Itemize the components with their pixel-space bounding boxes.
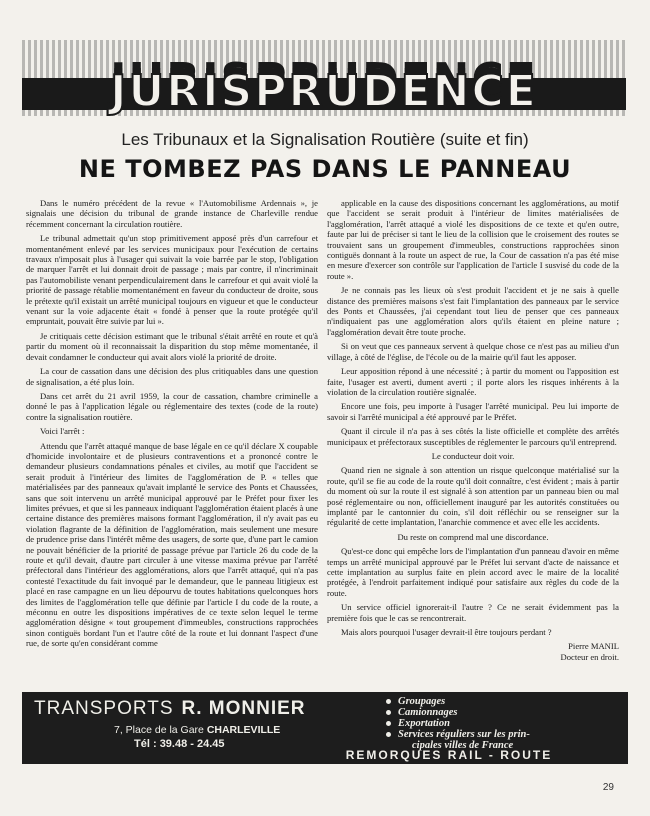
ad-tagline: REMORQUES RAIL - ROUTE bbox=[345, 748, 553, 762]
ad-phone-label: Tél : bbox=[134, 738, 157, 750]
paragraph: Quant il circule il n'a pas à ses côtés la liste officielle et complète des arrêtés municipaux et préfectoraux susceptibles de réglementer le parcours qu'il entreprend. bbox=[327, 426, 619, 447]
article-headline: NE TOMBEZ PAS DANS LE PANNEAU bbox=[78, 155, 572, 183]
ad-address bbox=[114, 724, 364, 736]
ad-service-item: Groupages bbox=[384, 696, 624, 707]
paragraph: applicable en la cause des dispositions concernant les agglomérations, au motif que l'accident se serait produit à l'intérieur de limites matérialisées de l'agglomération, l'arrêt attaqué a violé les dispositions de ce texte et qu'en outre, faute par lui de préciser si tant le lieu de la collision que le croisement des routes se trouvaient sans un groupement d'immeubles, constructions rapprochées sinon contiguës donnant à la route un aspect de rue, la Cour de cassation n'a pas été mise en mesure d'exercer son contrôle sur l'application de l'article I susvisé du code de la route ». bbox=[327, 198, 619, 281]
ad-company bbox=[34, 698, 394, 720]
paragraph: Dans le numéro précédent de la revue « l'Automobilisme Ardennais », je signalais une décision du tribunal de grande instance de Charleville rendue récemment concernant la circulation routière. bbox=[26, 198, 318, 229]
paragraph: La cour de cassation dans une décision des plus critiquables dans une question de signalisation, a été plus loin. bbox=[26, 366, 318, 387]
paragraph: Voici l'arrêt : bbox=[40, 426, 85, 437]
paragraph: Encore une fois, peu importe à l'usager l'arrêté municipal. Peu lui importe de savoir si l'arrêté municipal a été approuvé par le Préfet. bbox=[327, 401, 619, 422]
ad-service-continuation: cipales villes de France bbox=[412, 740, 514, 751]
transport-advertisement bbox=[22, 692, 628, 764]
ad-service-item: Services réguliers sur les prin- bbox=[384, 729, 624, 740]
author-name: Pierre MANIL bbox=[568, 641, 619, 652]
ad-address-city: CHARLEVILLE bbox=[206, 724, 281, 736]
ad-service-item: Camionnages bbox=[384, 707, 624, 718]
paragraph: Le conducteur doit voir. bbox=[431, 450, 515, 461]
bullet-icon bbox=[386, 699, 391, 704]
paragraph: Leur apposition répond à une nécessité ; à partir du moment ou l'apposition est faite, l'usager est averti, dument averti ; il porte alors les risques inhérents à la violation de la circulation routière signalée. bbox=[327, 366, 619, 397]
article-column-left bbox=[26, 198, 318, 690]
banner-title: JURISPRUDENCE bbox=[110, 66, 538, 116]
author-title: Docteur en droit. bbox=[560, 651, 619, 662]
paragraph: Un service officiel ignorerait-il l'autre ? Ce ne serait évidemment pas la première fois que le cas se rencontrerait. bbox=[327, 602, 619, 623]
page-number: 29 bbox=[602, 782, 614, 793]
paragraph: Dans cet arrêt du 21 avril 1959, la cour de cassation, chambre criminelle a donné le pas à l'application légale ou réglementaire des textes (code de la route) contre la signalisation routière. bbox=[26, 390, 318, 422]
paragraph: Mais alors pourquoi l'usager devrait-il être toujours perdant ? bbox=[341, 627, 552, 638]
article-subtitle: Les Tribunaux et la Signalisation Routière (suite et fin) bbox=[121, 130, 529, 149]
ad-service-item: Exportation bbox=[384, 718, 624, 729]
paragraph: Si on veut que ces panneaux servent à quelque chose ce n'est pas au milieu d'un village, à côté de l'église, de l'école ou de la mairie qu'il faut les apposer. bbox=[327, 341, 619, 362]
paragraph: Qu'est-ce donc qui empêche lors de l'implantation d'un panneau d'avoir en même temps un arrêté municipal approuvé par le Préfet lui servant d'acte de naissance et cette implantation au surplus faite en plein accord avec le maire de la localité protégée, à l'endroit parfaitement indiqué pour satisfaire aux règles du code de la route. bbox=[327, 546, 619, 598]
bullet-icon bbox=[386, 721, 391, 726]
paragraph: Quand rien ne signale à son attention un risque quelconque matérialisé sur la route, qu'il se fie au code de la route qu'il doit connaître, c'est évident ; mais à partir du moment où sur la route il est signalé à son attention par un panneau bien ou mal posé réglementaire ou non, officiellement inauguré par les autorités constituées ou implanté par le cantonnier du coin, s'il doit réfléchir ou se renseigner sur la régularité de cette implantation, l'anarchie commence et avec elle les accidents. bbox=[327, 465, 619, 528]
article-column-right bbox=[327, 198, 619, 690]
ad-company-prefix: TRANSPORTS bbox=[34, 698, 174, 719]
ad-services-list bbox=[384, 696, 624, 751]
ad-phone-numbers: 39.48 - 24.45 bbox=[159, 738, 225, 750]
bullet-icon bbox=[386, 732, 391, 737]
paragraph: Attendu que l'arrêt attaqué manque de base légale en ce qu'il déclare X coupable d'homicide involontaire et de plusieurs contraventions et a prononcé contre le demandeur plusieurs condamnations pénales et civiles, au motif que l'accident se serait produit à l'intérieur des limites de l'agglomération de P. « telles que matérialisées par des panneaux qu'avait implanté le service des Ponts et Chaussées, sans que soit intervenu un arrêté municipal approuvé par le Préfet pour fixer les limites prévues, et que si les panneaux indiquant l'agglomération étaient placés à une certaine distance des premières maisons formant l'agglomération, il n'y avait pas eu violation flagrante de la définition de l'agglomération, mais seulement une mesure de prudence prise dans l'intérêt même des usagers, de sorte que, d'une part le camion ne pouvait bénéficier de la priorité de passage prévue par l'article 26 du code de la route et qu'il devait, d'autre part circuler à une vitesse maxima prévue par l'arrêté préfectoral dans l'intérieur des agglomérations, alors que l'arrêt attaqué, qui n'a pas contesté l'exactitude du fait invoqué par le demandeur, que le panneau litigieux est placé en rase campagne en un lieu dépourvu de toutes habitations quelconques hors des limites de l'agglomération telle que définie par l'article I du code de la route, a méconnu en outre les dispositions impératives de ce texte selon lequel le terme agglomération désigne « tout groupement d'immeubles, constructions rapprochées sinon contiguës bordant l'un et l'autre côté de la route et lui donnant l'aspect d'une rue, de sorte qu'en considérant comme bbox=[26, 440, 318, 649]
paragraph: Je ne connais pas les lieux où s'est produit l'accident et je ne sais à quelle distance des premières maisons s'est fait l'implantation des panneaux par le service des Ponts et Chaussées, j'ai cependant tout lieu de penser que ces panneaux n'indiquaient pas une agglomération alors qu'ils étaient en pleine nature ; l'agglomération devait être toute proche. bbox=[327, 285, 619, 337]
bullet-icon bbox=[386, 710, 391, 715]
paragraph: Le tribunal admettait qu'un stop primitivement apposé près d'un carrefour et momentanément enlevé par les services municipaux pour l'exécution de certains travaux n'imposait plus à l'usager qui suivait la voie barrée par le stop, l'obligation de marquer l'arrêt et lui donnait droit de passage ; mais par contre, il n'incriminait pas l'automobiliste venant perpendiculairement dans le carrefour et qui avait violé la priorité de passage rétablie momentanément en faveur du conducteur de droite, sous le prétexte qu'il existait un arrêté municipal toujours en vigueur et que le conducteur venant sur la voie adjacente était « fondé à penser que la route protégée qu'il empruntait, pouvait être suivie par lui ». bbox=[26, 233, 318, 327]
paragraph: Je critiquais cette décision estimant que le tribunal s'était arrêté en route et qu'à partir du moment où il reconnaissait la disparition du stop même momentanée, il devait condamner le conducteur qui avait alors violé la priorité de droite. bbox=[26, 330, 318, 362]
ad-address-street: 7, Place de la Gare bbox=[114, 724, 204, 736]
jurisprudence-banner bbox=[22, 40, 626, 116]
ad-company-name: R. MONNIER bbox=[181, 698, 306, 719]
paragraph: Du reste on comprend mal une discordance. bbox=[397, 531, 549, 542]
